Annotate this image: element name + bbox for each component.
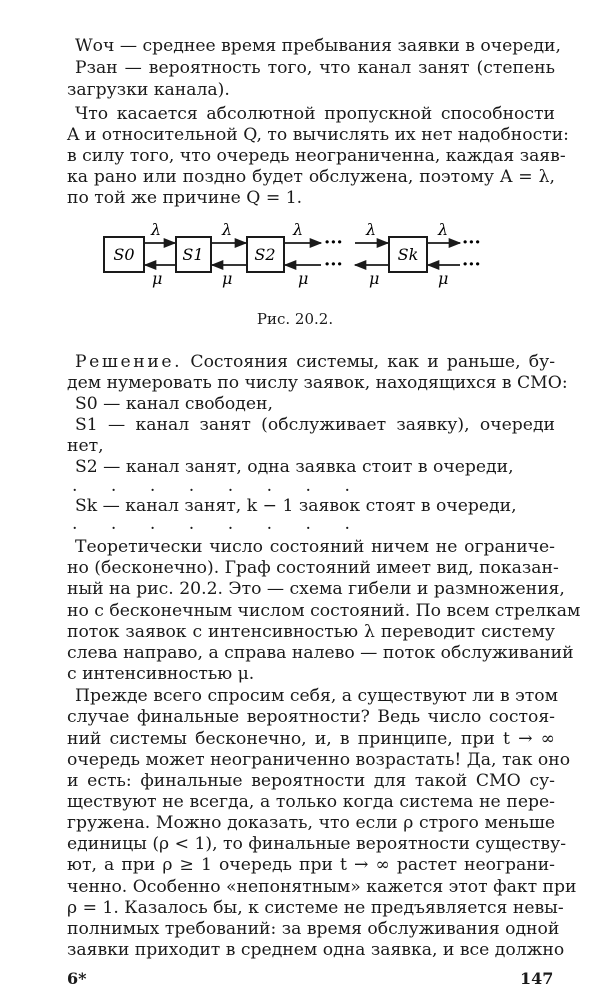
- state-box-s0: [104, 237, 144, 272]
- dotted-line: . . . . . . . .: [72, 514, 364, 534]
- lambda-label: λ: [366, 220, 377, 239]
- signature-mark: 6*: [67, 969, 87, 988]
- mu-label: μ: [222, 269, 233, 288]
- solution-heading: Решение.: [75, 352, 183, 372]
- text-line: гружена. Можно доказать, что если ρ строго меньше: [67, 813, 555, 833]
- text-line: Прежде всего спросим себя, а существуют ли в этом: [75, 686, 559, 706]
- text-line: ченно. Особенно «непонятным» кажется этот факт при: [67, 877, 577, 897]
- page-number: 147: [520, 969, 554, 988]
- text-line: ществуют не всегда, а только когда система не пере-: [67, 792, 555, 812]
- text-line: дем нумеровать по числу заявок, находящихся в СМО:: [67, 373, 568, 393]
- figure-caption: Рис. 20.2.: [256, 310, 334, 328]
- text-line: единицы (ρ < 1), то финальные вероятности существу-: [67, 834, 567, 854]
- state-box-s1: [176, 237, 211, 272]
- state-label: S0: [113, 245, 135, 264]
- lambda-label: λ: [438, 220, 449, 239]
- mu-label: μ: [369, 269, 380, 288]
- text-line: но с бесконечным числом состояний. По всем стрелкам: [67, 601, 581, 621]
- text-line: и есть: финальные вероятности для такой СМО су-: [67, 771, 555, 791]
- text-line: случае финальные вероятности? Ведь число состоя-: [67, 707, 555, 727]
- text-line: ный на рис. 20.2. Это — схема гибели и размножения,: [67, 579, 565, 599]
- text-line: слева направо, а справа налево — поток обслуживаний: [67, 643, 574, 663]
- text-line: очередь может неограниченно возрастать! Да, так оно: [67, 750, 571, 770]
- state-label: S1: [182, 245, 204, 264]
- text-line: [67, 351, 555, 373]
- text-line: Sk — канал занят, k − 1 заявок стоят в очереди,: [75, 496, 517, 516]
- text-line: Wоч — среднее время пребывания заявки в очереди,: [75, 36, 561, 56]
- mu-label: μ: [438, 269, 449, 288]
- state-box-sk: [389, 237, 427, 272]
- text-line: A и относительной Q, то вычислять их нет надобности:: [67, 125, 569, 145]
- text-line: Что касается абсолютной пропускной способности: [75, 104, 555, 124]
- text-line: S2 — канал занят, одна заявка стоит в очереди,: [75, 457, 514, 477]
- text-line: по той же причине Q = 1.: [67, 188, 303, 208]
- state-label: Sk: [397, 245, 419, 264]
- text-line: ний системы бесконечно, и, в принципе, при t → ∞: [67, 729, 555, 749]
- text-line: поток заявок с интенсивностью λ переводит систему: [67, 622, 555, 642]
- text-line: полнимых требований: за время обслуживания одной: [67, 919, 560, 939]
- text-line: Теоретически число состояний ничем не ограниче-: [75, 537, 555, 557]
- mu-label: μ: [298, 269, 309, 288]
- dotted-line: . . . . . . . .: [72, 476, 364, 496]
- text-line: S1 — канал занят (обслуживает заявку), очереди: [75, 415, 555, 435]
- state-box-s2: [247, 237, 284, 272]
- text-line: S0 — канал свободен,: [75, 394, 273, 414]
- text-line: ρ = 1. Казалось бы, к системе не предъявляется невы-: [67, 898, 564, 918]
- text-line: ют, а при ρ ≥ 1 очередь при t → ∞ растет неограни-: [67, 855, 555, 875]
- text-line: с интенсивностью μ.: [67, 664, 255, 684]
- text-line: загрузки канала).: [67, 80, 230, 100]
- text-line: Pзан — вероятность того, что канал занят (степень: [75, 58, 555, 78]
- text-line: заявки приходит в среднем одна заявка, и все должно: [67, 940, 565, 960]
- text-span: Состояния системы, как и раньше, бу-: [182, 352, 555, 372]
- text-line: ка рано или поздно будет обслужена, поэтому A = λ,: [67, 167, 555, 187]
- text-line: но (бесконечно). Граф состояний имеет вид, показан-: [67, 558, 559, 578]
- state-graph-diagram: [0, 0, 590, 300]
- lambda-label: λ: [293, 220, 304, 239]
- ellipsis: ···: [324, 232, 343, 253]
- state-label: S2: [254, 245, 276, 264]
- ellipsis: ···: [462, 254, 481, 275]
- ellipsis: ···: [462, 232, 481, 253]
- lambda-label: λ: [222, 220, 233, 239]
- text-line: нет,: [67, 436, 104, 456]
- text-line: в силу того, что очередь неограниченна, каждая заяв-: [67, 146, 566, 166]
- mu-label: μ: [152, 269, 163, 288]
- lambda-label: λ: [151, 220, 162, 239]
- ellipsis: ···: [324, 254, 343, 275]
